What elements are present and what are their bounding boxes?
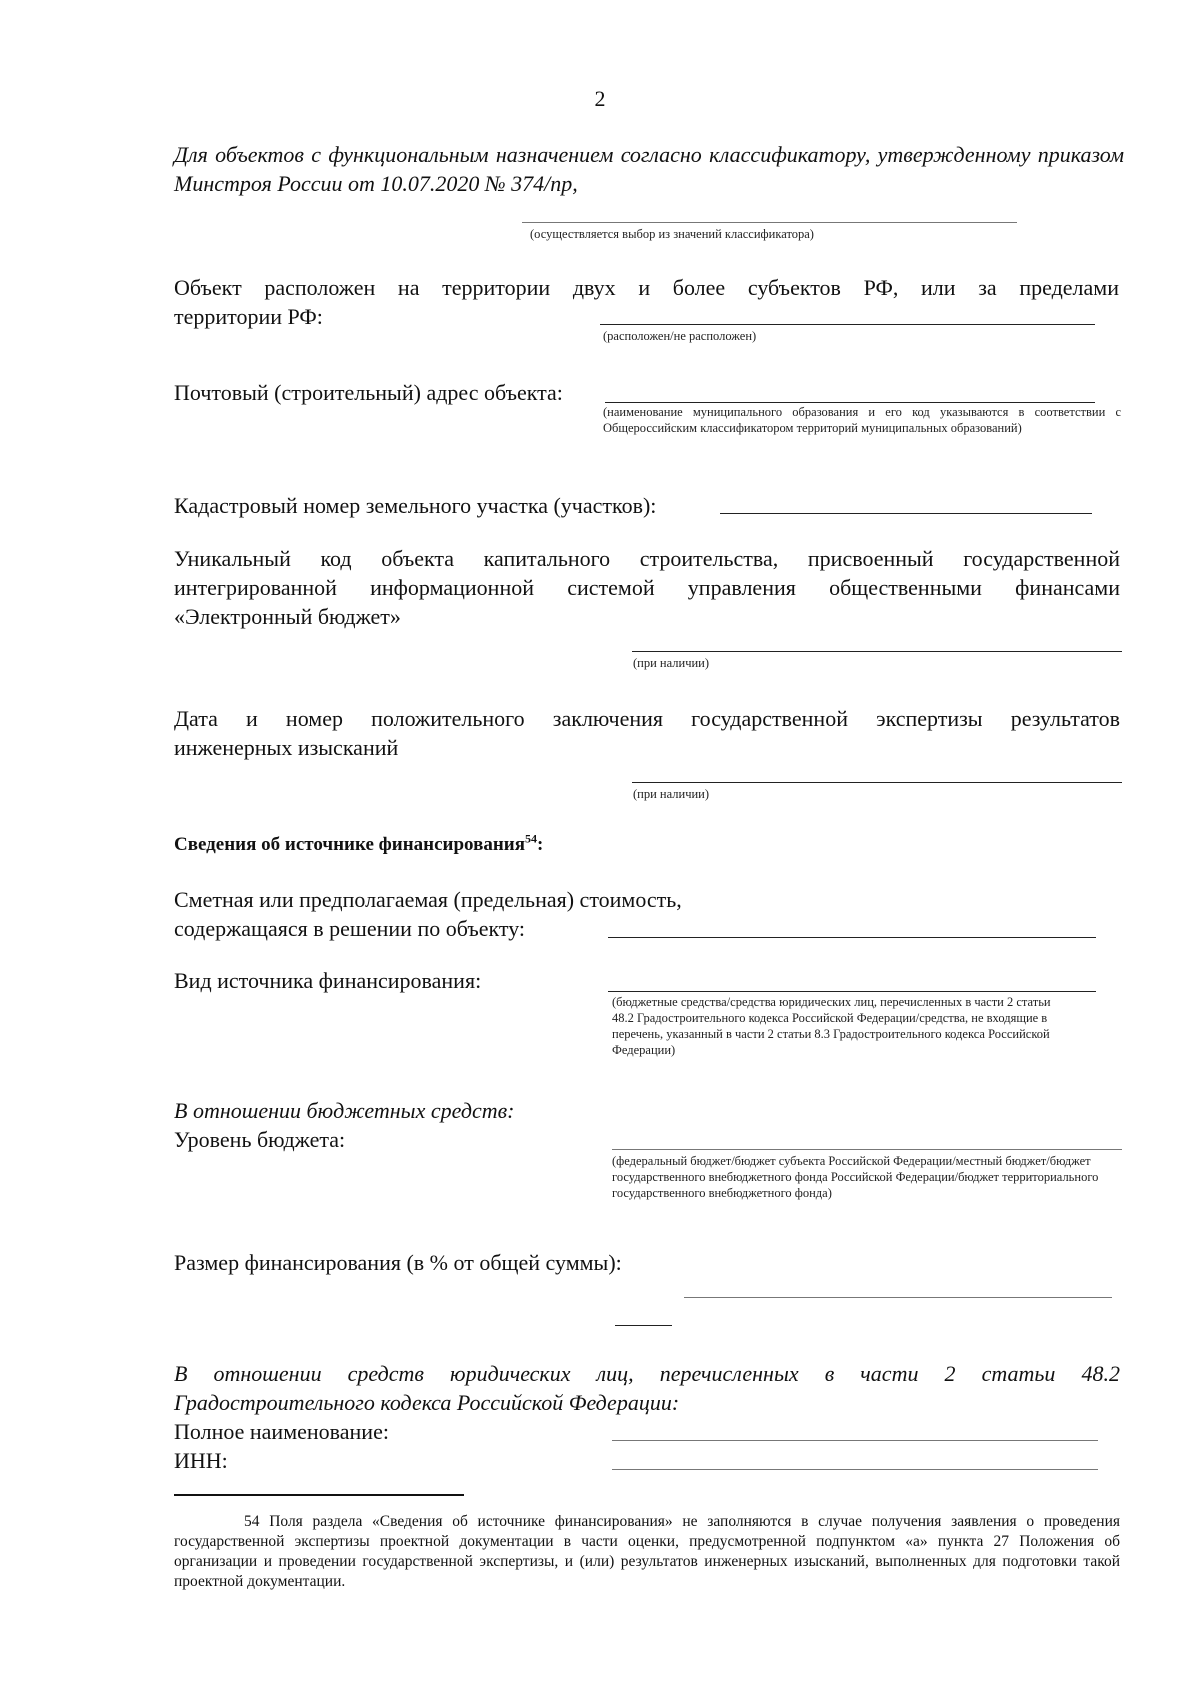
- budget-heading: В отношении бюджетных средств:: [174, 1098, 515, 1123]
- cost-line1: Сметная или предполагаемая (предельная) стоимость,: [174, 887, 682, 912]
- share-label: Размер финансирования (в % от общей суммы):: [174, 1250, 622, 1275]
- location-line1: Объект расположен на территории двух и более субъектов РФ, или за пределами: [174, 275, 1119, 300]
- location-field[interactable]: [600, 324, 1095, 325]
- unique-code-field[interactable]: [632, 651, 1122, 652]
- address-field[interactable]: [605, 402, 1095, 403]
- budget-level-field[interactable]: [612, 1149, 1122, 1150]
- footnote: [174, 1512, 1120, 1592]
- footnote-separator: [174, 1494, 464, 1496]
- share-field[interactable]: [684, 1297, 1112, 1298]
- survey-line1: Дата и номер положительного заключения государственной экспертизы результатов: [174, 706, 1120, 731]
- classifier-text: Для объектов с функциональным назначением согласно классификатору, утвержденному приказом Минстроя России от 10.07.2020 № 374/пр,: [174, 142, 1124, 196]
- address-label: Почтовый (строительный) адрес объекта:: [174, 380, 563, 405]
- location-line2: территории РФ:: [174, 304, 323, 329]
- cadastral-field[interactable]: [720, 513, 1092, 514]
- footnote-text: Поля раздела «Сведения об источнике финансирования» не заполняются в случае получения заявления о проведения государственной экспертизы проектной документации в части оценки, предусмотренной подпунктом «а» пункта 27 Положения об организации и проведении государственной экспертизы, и (или) результатов инженерных изысканий, выполненных для подготовки такой проектной документации.: [174, 1513, 1121, 1590]
- source-hint: (бюджетные средства/средства юридических лиц, перечисленных в части 2 статьи 48.2 Градостроительного кодекса Российской Федерации/средства, не входящие в перечень, указанный в части 2 статьи 8.3 Градостроительного кодекса Российской Федерации): [612, 995, 1051, 1057]
- full-name-field[interactable]: [612, 1440, 1098, 1441]
- page-number: 2: [594, 86, 606, 111]
- share-field-short[interactable]: [615, 1325, 672, 1326]
- funding-heading: [174, 832, 543, 858]
- unique-code-hint: (при наличии): [633, 656, 710, 670]
- legal-heading-line2: Градостроительного кодекса Российской Федерации:: [174, 1390, 680, 1415]
- unique-code-line2: интегрированной информационной системой управления общественными финансами: [174, 575, 1120, 600]
- source-field[interactable]: [608, 991, 1096, 992]
- funding-heading-text: Сведения об источнике финансирования: [174, 834, 526, 855]
- inn-label: ИНН:: [174, 1448, 228, 1473]
- cadastral-label: Кадастровый номер земельного участка (участков):: [174, 493, 657, 518]
- location-hint: (расположен/не расположен): [603, 329, 757, 343]
- footnote-number: 54: [244, 1513, 260, 1530]
- inn-field[interactable]: [612, 1469, 1098, 1470]
- funding-heading-colon: :: [537, 834, 544, 855]
- footnote-ref[interactable]: 54: [525, 831, 538, 846]
- legal-heading-line1: В отношении средств юридических лиц, перечисленных в части 2 статьи 48.2: [174, 1361, 1120, 1386]
- cost-field[interactable]: [608, 937, 1096, 938]
- survey-field[interactable]: [632, 782, 1122, 783]
- budget-level-hint: (федеральный бюджет/бюджет субъекта Российской Федерации/местный бюджет/бюджет государственного внебюджетного фонда Российской Федерации/бюджет территориального государственного внебюджетного фонда): [612, 1154, 1099, 1200]
- unique-code-line3: «Электронный бюджет»: [174, 604, 401, 629]
- address-hint: (наименование муниципального образования и его код указываются в соответствии с Общероссийским классификатором территорий муниципальных образований): [603, 405, 1121, 435]
- unique-code-line1: Уникальный код объекта капитального строительства, присвоенный государственной: [174, 546, 1120, 571]
- budget-level-label: Уровень бюджета:: [174, 1127, 346, 1152]
- classifier-field[interactable]: [522, 222, 1017, 223]
- classifier-hint: (осуществляется выбор из значений классификатора): [530, 227, 814, 241]
- full-name-label: Полное наименование:: [174, 1419, 389, 1444]
- source-label: Вид источника финансирования:: [174, 968, 482, 993]
- survey-line2: инженерных изысканий: [174, 735, 399, 760]
- cost-line2: содержащаяся в решении по объекту:: [174, 916, 526, 941]
- survey-hint: (при наличии): [633, 787, 710, 801]
